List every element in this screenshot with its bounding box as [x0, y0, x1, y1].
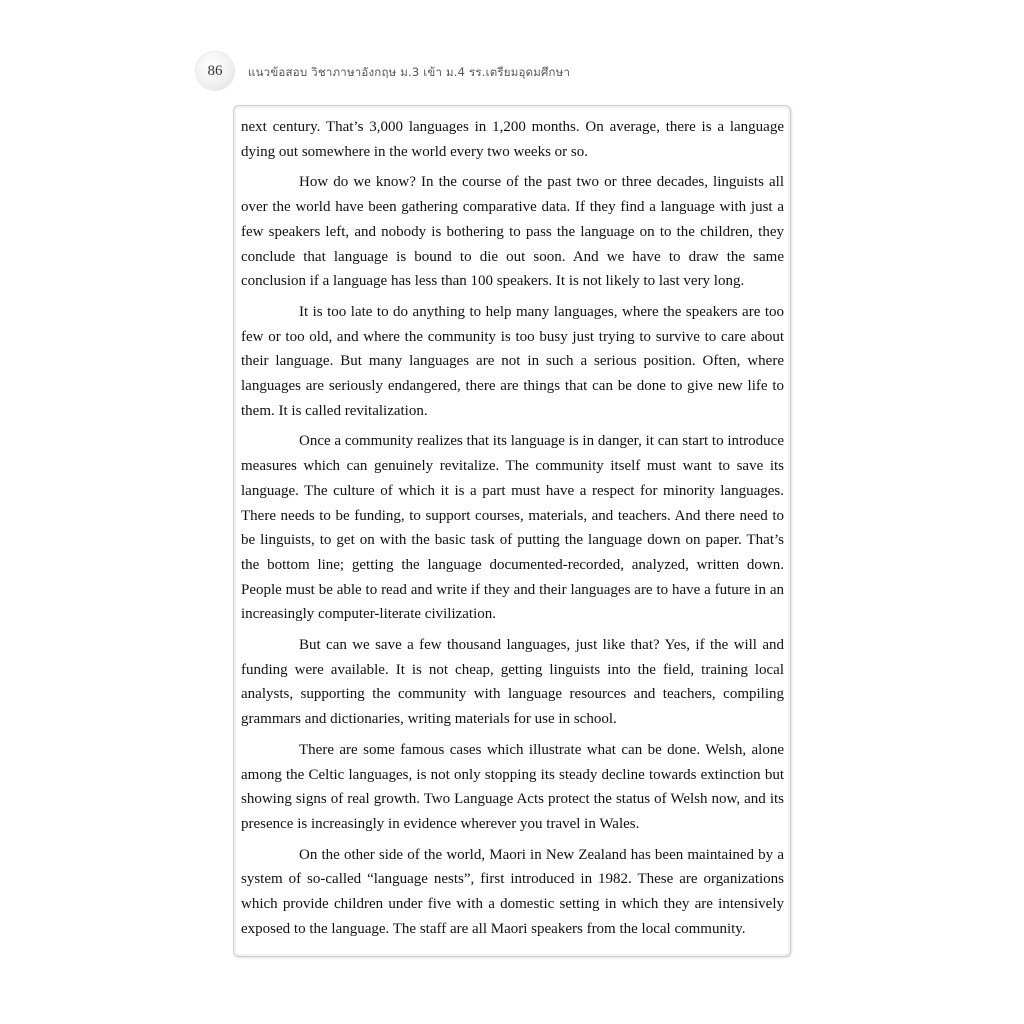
paragraph-7: On the other side of the world, Maori in New Zealand has been maintained by a system of so-called “language nests”, first introduced in 1982. These are organizations which provide children under five with a domestic setting in which they are intensively exposed to the language. The staff are all Maori speakers from the local community. [241, 846, 784, 937]
text-frame [233, 105, 791, 957]
paragraph-3: It is too late to do anything to help many languages, where the speakers are too few or too old, and where the community is too busy just trying to survive to care about their language. But many languages are not in such a serious position. Often, where languages are seriously endangered, there are things that can be done to give new life to them. It is called revitalization. [241, 303, 784, 419]
paragraph-5: But can we save a few thousand languages, just like that? Yes, if the will and funding were available. It is not cheap, getting linguists into the field, training local analysts, supporting the community with language resources and teachers, compiling grammars and dictionaries, writing materials for use in school. [241, 637, 784, 728]
paragraph-6: There are some famous cases which illustrate what can be done. Welsh, alone among the Celtic languages, is not only stopping its steady decline towards extinction but showing signs of real growth. Two Language Acts protect the status of Welsh now, and its presence is increasingly in evidence wherever you travel in Wales. [241, 741, 784, 832]
page-number: 86 [207, 62, 223, 79]
running-header-title: แนวข้อสอบ วิชาภาษาอังกฤษ ม.3 เข้า ม.4 รร.เตรียมอุดมศึกษา [248, 65, 571, 79]
page-number-badge [196, 52, 234, 90]
paragraph-1: next century. That’s 3,000 languages in 1,200 months. On average, there is a language dying out somewhere in the world every two weeks or so. [241, 119, 784, 160]
paragraph-4: Once a community realizes that its language is in danger, it can start to introduce measures which can genuinely revitalize. The community itself must want to save its language. The culture of which it is a part must have a respect for minority languages. There needs to be funding, to support courses, materials, and teachers. And there need to be linguists, to get on with the basic task of putting the language down on paper. That’s the bottom line; getting the language documented-recorded, analyzed, written down. People must be able to read and write if they and their languages are to have a future in an increasingly computer-literate civilization. [241, 433, 784, 623]
paragraph-2: How do we know? In the course of the past two or three decades, linguists all over the world have been gathering comparative data. If they find a language with just a few speakers left, and nobody is bothering to pass the language on to the children, they conclude that language is bound to die out soon. And we have to draw the same conclusion if a language has less than 100 speakers. It is not likely to last very long. [241, 174, 784, 290]
